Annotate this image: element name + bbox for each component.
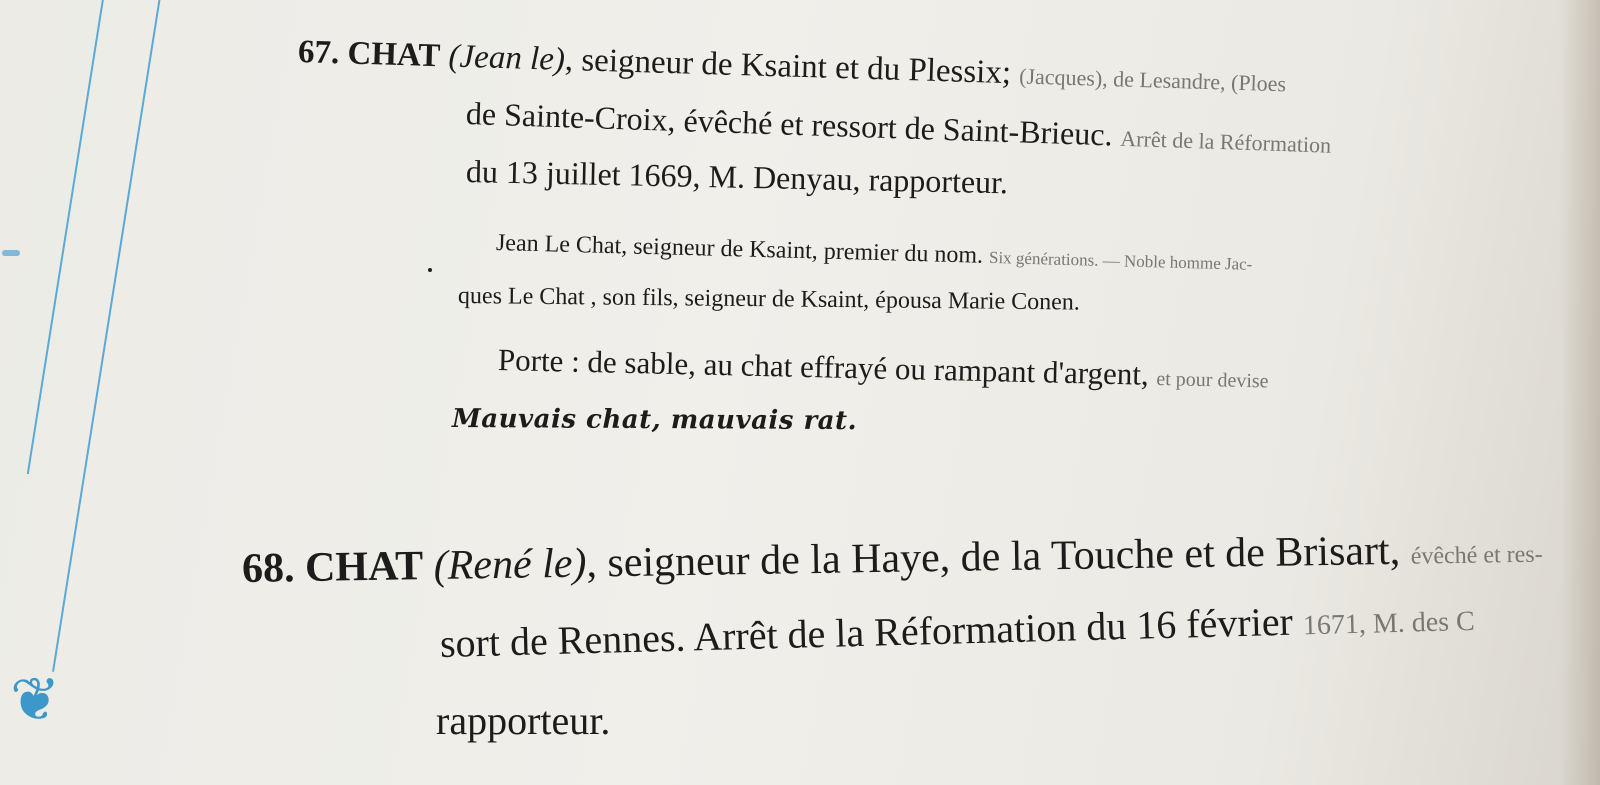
entry-67-line-1-faded: (Jacques), de Lesandre, (Ploes [1018,63,1287,97]
entry-67-number: 67. [297,34,340,72]
entry-68-line-2-text: sort de Rennes. Arrêt de la Réformation du 16 février [439,598,1294,666]
entry-67-note-1-text: Jean Le Chat, seigneur de Ksaint, premier du nom. [495,230,984,269]
entry-68-line-1-text: , seigneur de la Haye, de la Touche et de Brisart, [586,527,1401,587]
entry-67-line-2 [465,95,1331,161]
margin-mark [2,250,20,256]
entry-67-note-line-2 [458,283,1080,317]
ornament-flourish-icon: ❦ [10,667,61,733]
entry-68-line-2-faded: 1671, M. des C [1302,605,1476,642]
entry-67-line-1-text: , seigneur de Ksaint et du Plessix; [564,41,1012,92]
entry-67-line-2-faded: Arrêt de la Réformation [1120,125,1332,158]
entry-67-arms-text: Porte : de sable, au chat effrayé ou rampant d'argent, [497,342,1150,392]
entry-67-line-1 [297,34,1286,100]
entry-68-name: CHAT [304,543,424,592]
entry-68-line-2 [439,593,1475,667]
entry-67-note-line-1 [496,230,1253,277]
entry-67-name: CHAT [346,35,441,75]
entry-67-given: (Jean le) [448,38,566,78]
ink-dot [428,268,432,272]
entry-67-line-2-text: de Sainte-Croix, évêché et ressort de Saint-Brieuc. [465,95,1114,153]
entry-67-line-3 [466,153,1009,201]
entry-68-number: 68. [241,545,295,592]
entry-67-note-2-text: ques Le Chat , son fils, seigneur de Ksaint, épousa Marie Conen. [457,283,1080,316]
entry-68-line-3 [436,697,610,744]
entry-67-arms [498,342,1269,395]
entry-68-given: (René le) [433,540,587,589]
entry-67-motto [452,404,857,436]
margin-rule-inner [52,0,162,672]
entry-67-motto-text: Mauvais chat, mauvais rat. [451,404,858,437]
entry-67-arms-faded: et pour devise [1156,367,1269,393]
entry-68-line-1 [242,525,1543,593]
entry-67-line-3-text: du 13 juillet 1669, M. Denyau, rapporteur. [465,153,1009,201]
entry-67-note-1-faded: Six générations. — Noble homme Jac- [988,247,1253,274]
page-edge-shadow [1560,0,1600,785]
entry-68-line-3-text: rapporteur. [436,698,611,743]
entry-68-line-1-faded: évêché et res- [1410,541,1543,570]
